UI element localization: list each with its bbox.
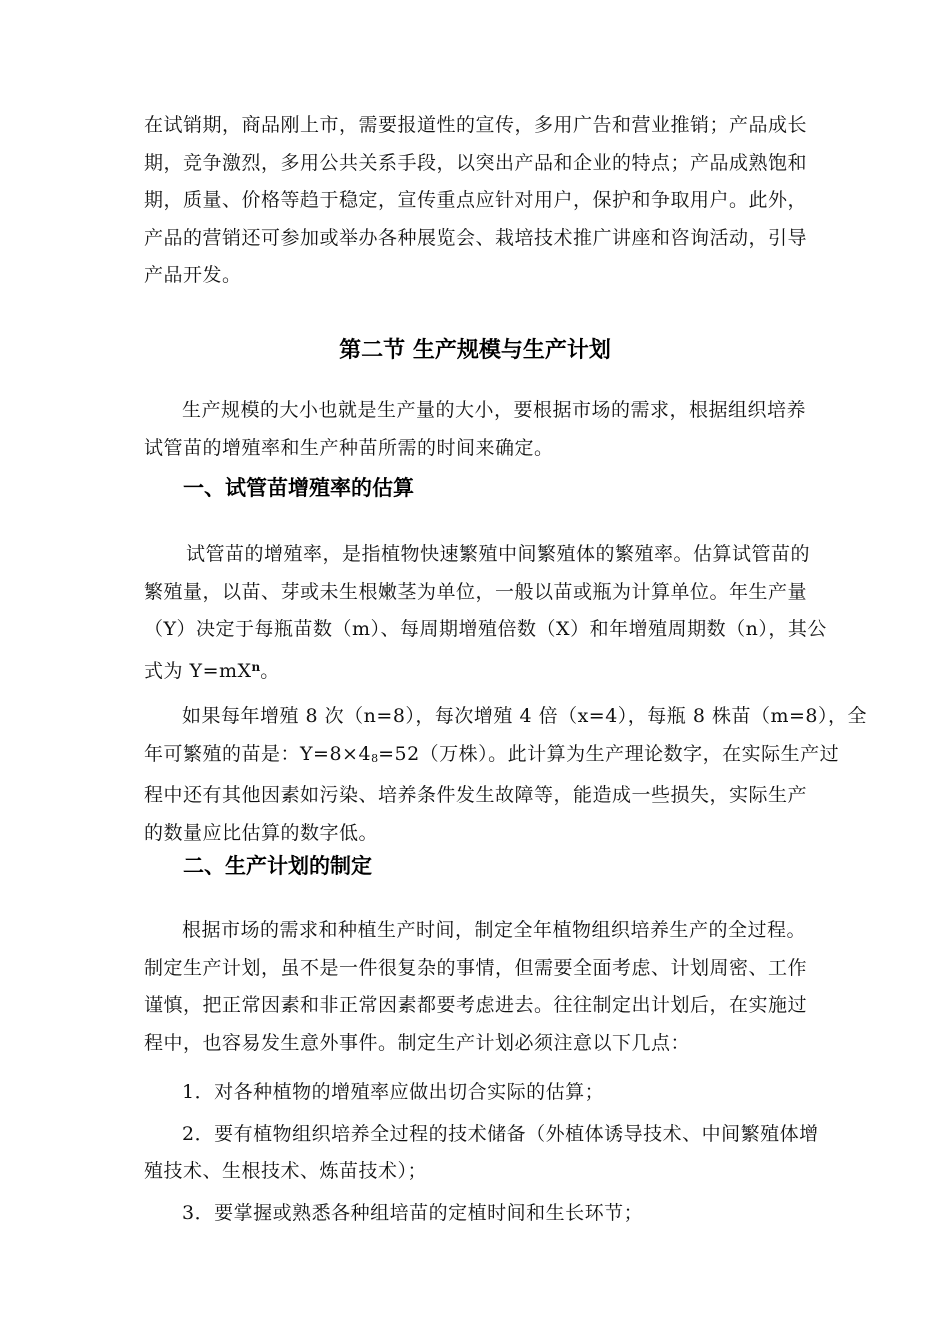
text-line: 的数量应比估算的数字低。 (144, 821, 379, 844)
text-line: 如果每年增殖 8 次（n=8），每次增殖 4 倍（x=4），每瓶 8 株苗（m=8），全 (182, 705, 867, 727)
list-item: 2．要有植物组织培养全过程的技术储备（外植体诱导技术、中间繁殖体增 (182, 1122, 819, 1145)
text-line: 试管苗的增殖率和生产种苗所需的时间来确定。 (144, 436, 554, 459)
numbered-list (144, 1074, 819, 1232)
formula-exponent: n (251, 659, 261, 674)
text-line: 谨慎，把正常因素和非正常因素都要考虑进去。往往制定出计划后，在实施过 (144, 994, 808, 1016)
text-line: 根据市场的需求和种植生产时间，制定全年植物组织培养生产的全过程。 (182, 919, 807, 941)
formula-text: 式为 Y=mX (144, 659, 252, 682)
growth-rate-paragraph (144, 536, 827, 690)
section-title: 第二节 生产规模与生产计划 (339, 338, 611, 363)
section-intro-paragraph (144, 392, 806, 467)
text-line (144, 736, 840, 778)
text-line: 试管苗的增殖率，是指植物快速繁殖中间繁殖体的繁殖率。估算试管苗的 (186, 543, 811, 565)
text-line: （Y）决定于每瓶苗数（m）、每周期增殖倍数（X）和年增殖周期数（n），其公 (144, 618, 827, 640)
list-item-continuation: 殖技术、生根技术、炼苗技术）； (144, 1160, 428, 1182)
text-line: 期，竞争激烈，多用公共关系手段，以突出产品和企业的特点；产品成熟饱和 (144, 151, 808, 174)
heading-production-plan: 二、生产计划的制定 (183, 854, 372, 878)
calc-text-after: =52（万株）。此计算为生产理论数字，在实际生产过 (378, 742, 840, 765)
text-line: 繁殖量，以苗、芽或未生根嫩茎为单位，一般以苗或瓶为计算单位。年生产量 (144, 580, 808, 603)
list-item: 1．对各种植物的增殖率应做出切合实际的估算； (182, 1081, 605, 1103)
calc-text: 年可繁殖的苗是：Y=8×4 (144, 742, 372, 765)
text-line: 生产规模的大小也就是生产量的大小，要根据市场的需求，根据组织培养 (182, 399, 807, 421)
text-line: 在试销期，商品刚上市，需要报道性的宣传，多用广告和营业推销；产品成长 (144, 114, 808, 136)
formula-line (144, 649, 806, 691)
plan-paragraph (144, 912, 806, 1062)
text-line: 程中还有其他因素如污染、培养条件发生故障等，能造成一些损失，实际生产 (144, 784, 808, 806)
calc-exponent: 8 (371, 751, 379, 765)
text-line: 产品开发。 (144, 264, 242, 286)
example-paragraph (144, 698, 867, 852)
text-line: 程中，也容易发生意外事件。制定生产计划必须注意以下几点： (144, 1031, 691, 1054)
heading-growth-rate: 一、试管苗增殖率的估算 (183, 476, 414, 500)
text-line: 制定生产计划，虽不是一件很复杂的事情，但需要全面考虑、计划周密、工作 (144, 956, 808, 979)
text-line: 产品的营销还可参加或举办各种展览会、栽培技术推广讲座和咨询活动，引导 (144, 226, 808, 249)
text-line: 期，质量、价格等趋于稳定，宣传重点应针对用户，保护和争取用户。此外， (144, 189, 808, 211)
list-item: 3．要掌握或熟悉各种组培苗的定植时间和生长环节； (182, 1201, 644, 1224)
formula-end: 。 (260, 659, 280, 682)
intro-paragraph (144, 107, 806, 295)
